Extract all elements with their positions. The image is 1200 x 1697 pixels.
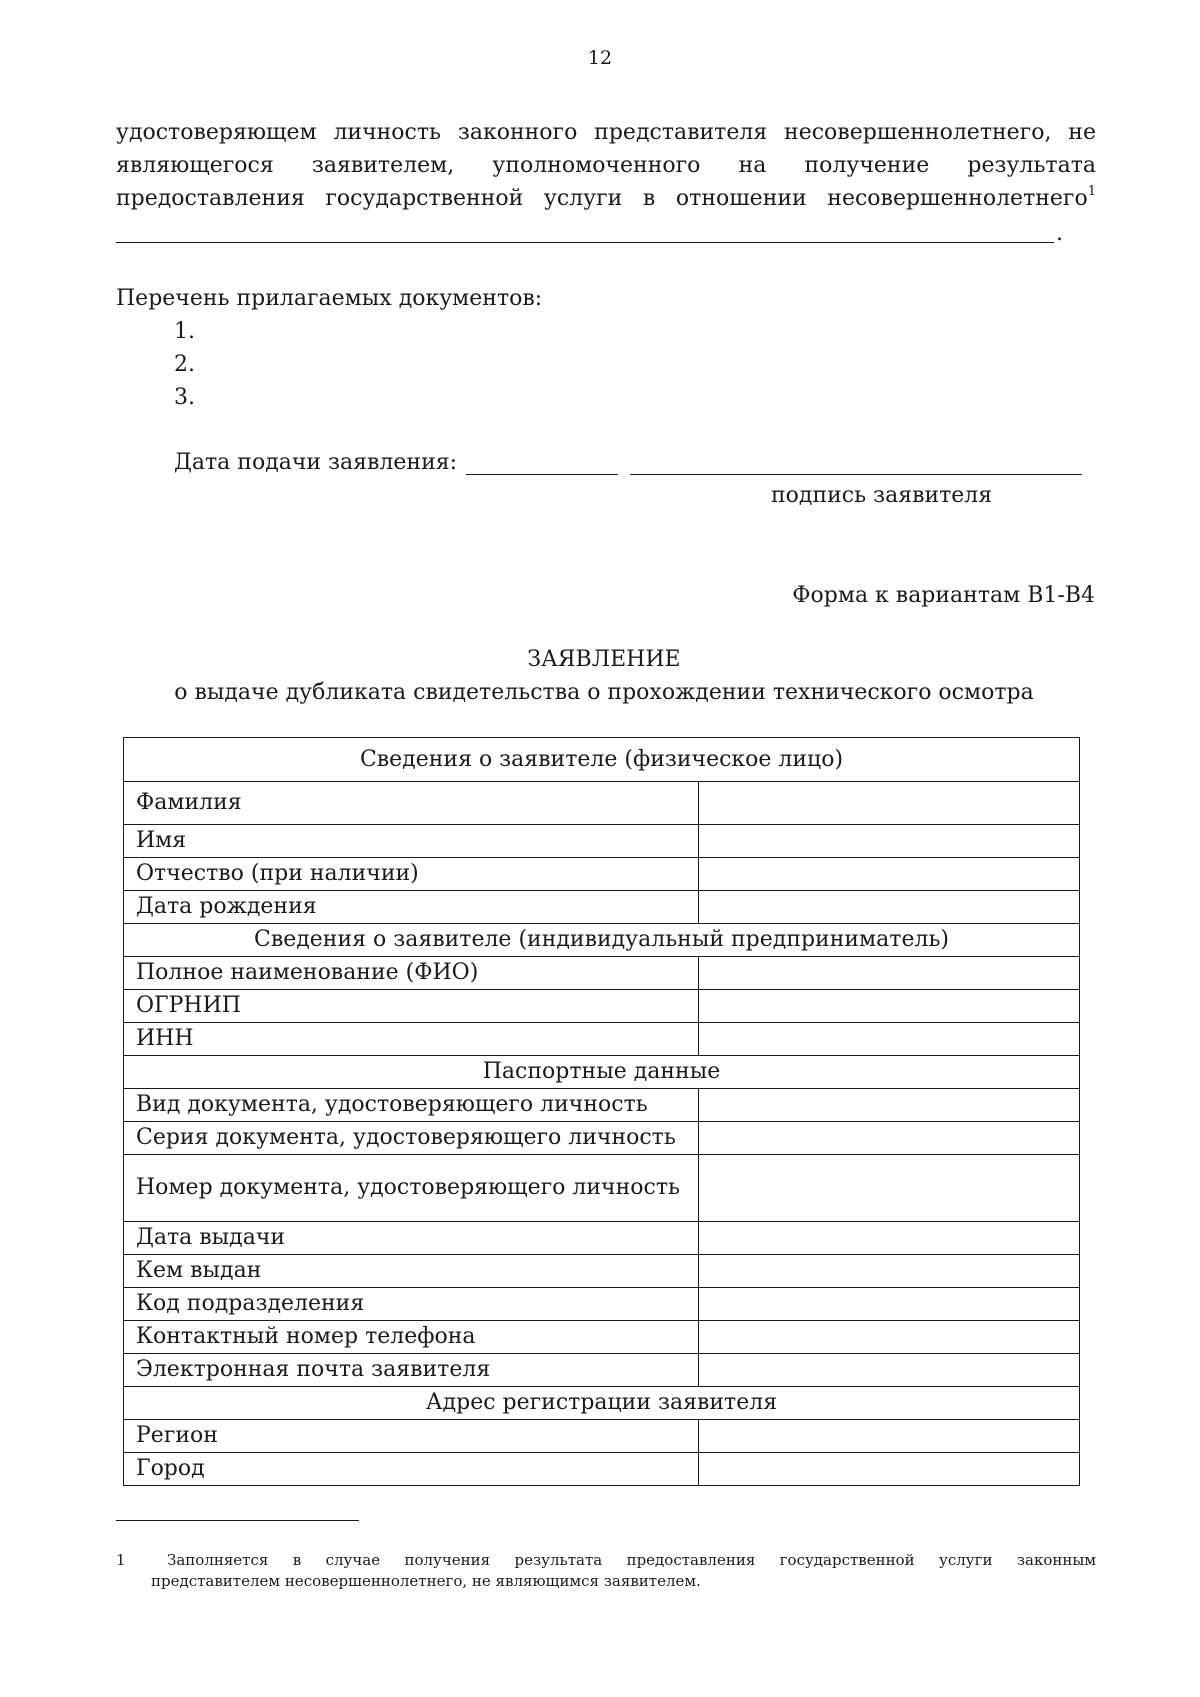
field-division-code[interactable] xyxy=(698,1288,1079,1321)
intro-line-1: удостоверяющем личность законного представителя несовершеннолетнего, не xyxy=(116,120,1096,145)
row-label-ogrnip: ОГРНИП xyxy=(124,990,699,1023)
section-heading-address: Адрес регистрации заявителя xyxy=(124,1387,1080,1420)
footnote-number: 1 xyxy=(116,1551,126,1569)
field-full-name[interactable] xyxy=(698,957,1079,990)
row-label-inn: ИНН xyxy=(124,1023,699,1056)
row-label-full-name: Полное наименование (ФИО) xyxy=(124,957,699,990)
field-inn[interactable] xyxy=(698,1023,1079,1056)
row-label-birth-date: Дата рождения xyxy=(124,891,699,924)
row-label-document-series: Серия документа, удостоверяющего личность xyxy=(124,1122,699,1155)
document-subtitle: о выдаче дубликата свидетельства о прохождении технического осмотра xyxy=(174,680,1034,705)
field-document-series[interactable] xyxy=(698,1122,1079,1155)
fill-line-period: . xyxy=(1056,221,1063,246)
row-label-document-type: Вид документа, удостоверяющего личность xyxy=(124,1089,699,1122)
field-patronymic[interactable] xyxy=(698,858,1079,891)
field-ogrnip[interactable] xyxy=(698,990,1079,1023)
row-label-surname: Фамилия xyxy=(124,782,699,825)
field-region[interactable] xyxy=(698,1420,1079,1453)
footnote-separator xyxy=(116,1520,359,1521)
row-label-patronymic: Отчество (при наличии) xyxy=(124,858,699,891)
form-variant-label: Форма к вариантам В1-В4 xyxy=(792,583,1095,608)
footnote-text-line-2: представителем несовершеннолетнего, не являющимся заявителем. xyxy=(151,1572,701,1590)
row-label-name: Имя xyxy=(124,825,699,858)
document-item-1: 1. xyxy=(174,319,195,344)
field-birth-date[interactable] xyxy=(698,891,1079,924)
section-heading-individual: Сведения о заявителе (физическое лицо) xyxy=(124,738,1080,782)
intro-line-3-text: предоставления государственной услуги в отношении несовершеннолетнего xyxy=(116,186,1088,211)
submission-date-line xyxy=(466,472,618,475)
field-document-number[interactable] xyxy=(698,1155,1079,1222)
signature-caption: подпись заявителя xyxy=(771,483,993,508)
footnote-reference: 1 xyxy=(1087,183,1096,199)
representative-fill-line xyxy=(116,226,1054,243)
document-item-2: 2. xyxy=(174,352,195,377)
row-label-issued-by: Кем выдан xyxy=(124,1255,699,1288)
section-heading-passport: Паспортные данные xyxy=(124,1056,1080,1089)
row-label-email: Электронная почта заявителя xyxy=(124,1354,699,1387)
applicant-form-table xyxy=(123,737,1080,1486)
row-label-document-number: Номер документа, удостоверяющего личность xyxy=(124,1155,699,1222)
field-city[interactable] xyxy=(698,1453,1079,1486)
row-label-phone: Контактный номер телефона xyxy=(124,1321,699,1354)
field-issue-date[interactable] xyxy=(698,1222,1079,1255)
intro-line-3 xyxy=(116,183,1096,211)
row-label-city: Город xyxy=(124,1453,699,1486)
row-label-division-code: Код подразделения xyxy=(124,1288,699,1321)
field-name[interactable] xyxy=(698,825,1079,858)
field-email[interactable] xyxy=(698,1354,1079,1387)
page-number: 12 xyxy=(587,47,613,69)
signature-line xyxy=(630,472,1082,475)
field-issued-by[interactable] xyxy=(698,1255,1079,1288)
row-label-region: Регион xyxy=(124,1420,699,1453)
row-label-issue-date: Дата выдачи xyxy=(124,1222,699,1255)
document-title: ЗАЯВЛЕНИЕ xyxy=(527,647,681,672)
field-phone[interactable] xyxy=(698,1321,1079,1354)
field-document-type[interactable] xyxy=(698,1089,1079,1122)
section-heading-entrepreneur: Сведения о заявителе (индивидуальный предприниматель) xyxy=(124,924,1080,957)
footnote-text-line-1: Заполняется в случае получения результата предоставления государственной услуги законным xyxy=(167,1551,1096,1569)
document-item-3: 3. xyxy=(174,385,195,410)
intro-line-2: являющегося заявителем, уполномоченного на получение результата xyxy=(116,153,1096,178)
documents-heading: Перечень прилагаемых документов: xyxy=(116,286,543,311)
field-surname[interactable] xyxy=(698,782,1079,825)
submission-date-label: Дата подачи заявления: xyxy=(174,450,458,475)
